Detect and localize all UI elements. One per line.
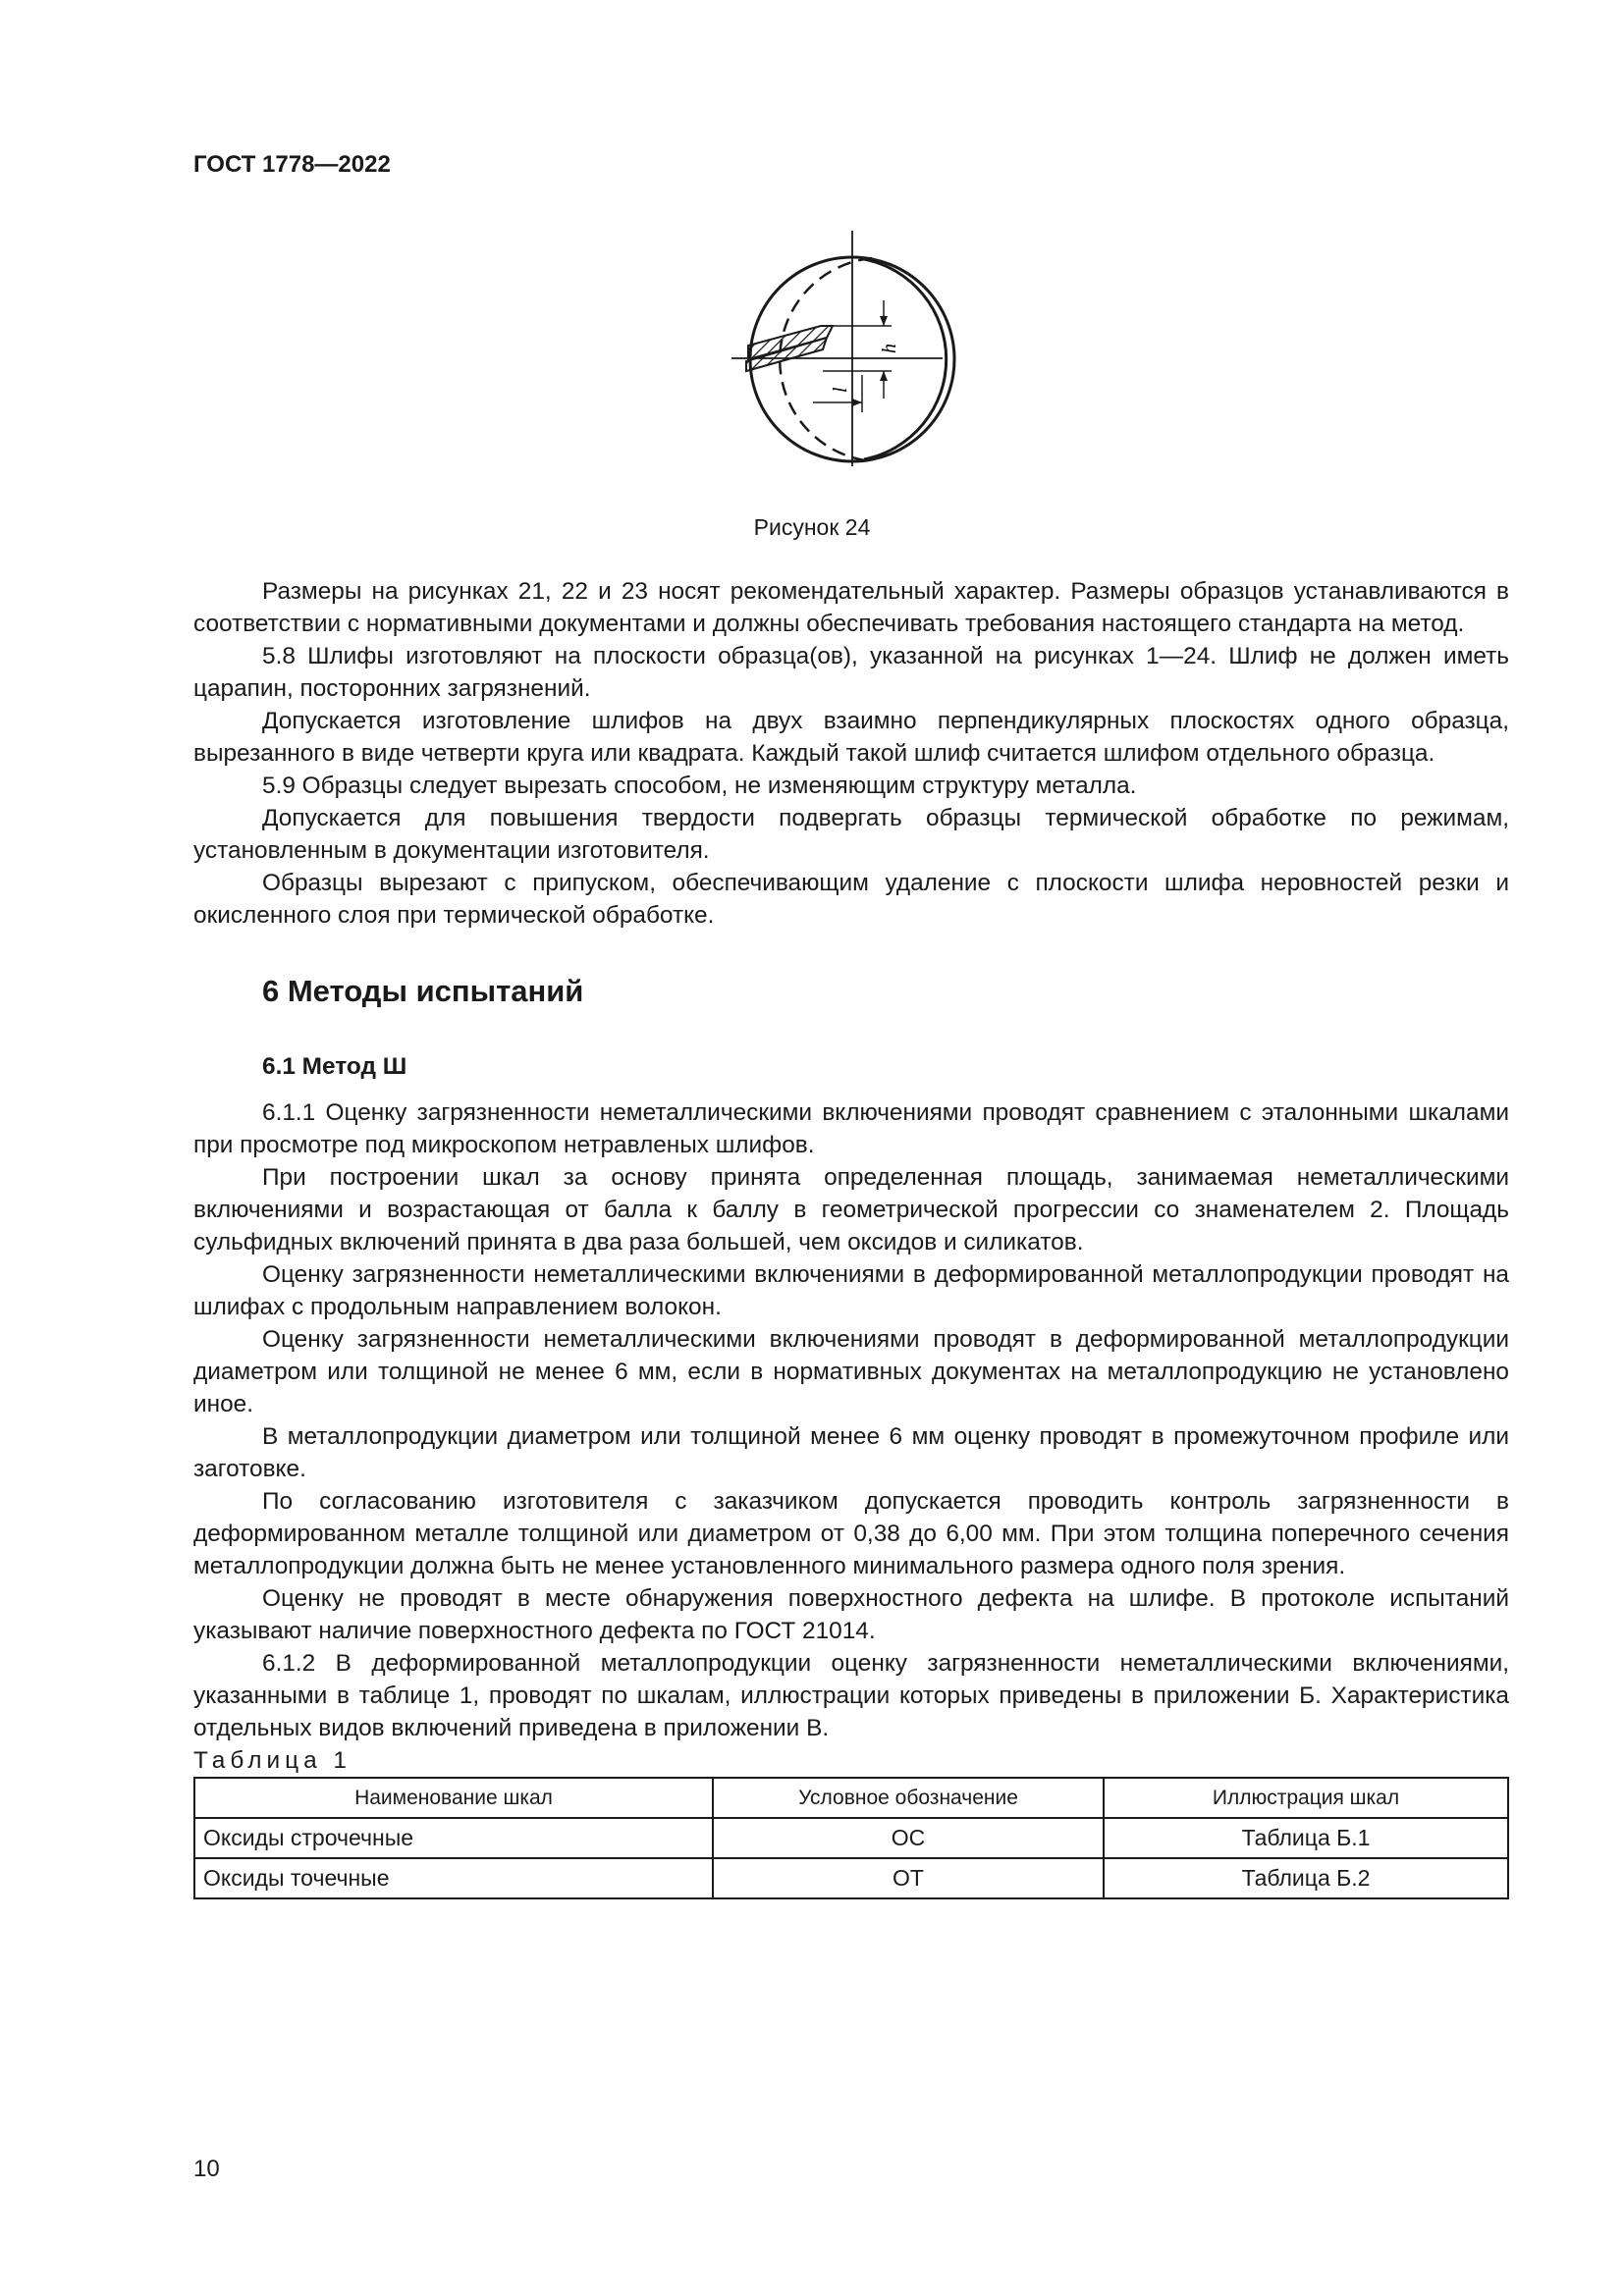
paragraph: Оценку загрязненности неметаллическими включениями проводят в деформированной металлопродукции диаметром или толщиной не менее 6 мм, если в нормативных документах на металлопродукцию не установлено иное. [193, 1326, 1509, 1417]
subsection-heading: 6.1 Метод Ш [262, 1053, 407, 1080]
paragraph: Оценку не проводят в месте обнаружения поверхностного дефекта на шлифе. В протоколе испытаний указывают наличие поверхностного дефекта по ГОСТ 21014. [193, 1585, 1509, 1644]
paragraph: Оценку загрязненности неметаллическими включениями в деформированной металлопродукции проводят на шлифах с продольным направлением волокон. [193, 1261, 1509, 1320]
table-cell: Оксиды строчечные [194, 1818, 713, 1858]
paragraph: Допускается для повышения твердости подвергать образцы термической обработке по режимам, установленным в документации изготовителя. [193, 805, 1509, 864]
table-header-cell: Иллюстрация шкал [1104, 1778, 1508, 1818]
table-cell: Таблица Б.1 [1104, 1818, 1508, 1858]
paragraph: В металлопродукции диаметром или толщиной менее 6 мм оценку проводят в промежуточном профиле или заготовке. [193, 1423, 1509, 1482]
paragraph: По согласованию изготовителя с заказчиком допускается проводить контроль загрязненности в деформированном металле толщиной или диаметром от 0,38 до 6,00 мм. При этом толщина поперечного сечения металлопродукции должна быть не менее установленного минимального размера одного поля зрения. [193, 1488, 1509, 1579]
table-row [194, 1818, 1508, 1858]
paragraph: 6.1.1 Оценку загрязненности неметаллическими включениями проводят сравнением с эталонными шкалами при просмотре под микроскопом нетравленых шлифов. [193, 1099, 1509, 1158]
scales-table [193, 1777, 1509, 1899]
figure-caption: Рисунок 24 [753, 514, 871, 540]
section-heading: 6 Методы испытаний [262, 974, 584, 1008]
paragraph: Допускается изготовление шлифов на двух взаимно перпендикулярных плоскостях одного образца, вырезанного в виде четверти круга или квадрата. Каждый такой шлиф считается шлифом отдельного образца. [193, 708, 1509, 767]
table-label: Таблица 1 [193, 1747, 352, 1774]
table-row [194, 1858, 1508, 1898]
dimension-h-label: h [879, 344, 900, 353]
document-header: ГОСТ 1778—2022 [193, 151, 391, 178]
table-header-cell: Условное обозначение [713, 1778, 1104, 1818]
page-number: 10 [193, 2156, 220, 2182]
document-body [193, 575, 1509, 1899]
paragraph: 5.8 Шлифы изготовляют на плоскости образца(ов), указанной на рисунках 1—24. Шлиф не должен иметь царапин, посторонних загрязнений. [193, 643, 1509, 702]
paragraph: 6.1.2 В деформированной металлопродукции оценку загрязненности неметаллическими включениями, указанными в таблице 1, проводят по шкалам, иллюстрации которых приведены в приложении Б. Характеристика отдельных видов включений приведена в приложении В. [193, 1650, 1509, 1741]
table-header-row [194, 1778, 1508, 1818]
table-header-cell: Наименование шкал [194, 1778, 713, 1818]
table-cell: Таблица Б.2 [1104, 1858, 1508, 1898]
figure-24-drawing [717, 226, 992, 471]
paragraph: Образцы вырезают с припуском, обеспечивающим удаление с плоскости шлифа неровностей резки и окисленного слоя при термической обработке. [193, 870, 1509, 929]
table-cell: ОС [713, 1818, 1104, 1858]
paragraph: При построении шкал за основу принята определенная площадь, занимаемая неметаллическими включениями и возрастающая от балла к баллу в геометрической прогрессии со знаменателем 2. Площадь сульфидных включений принята в два раза большей, чем оксидов и силикатов. [193, 1164, 1509, 1255]
dimension-l-label: l [830, 387, 851, 393]
paragraph: Размеры на рисунках 21, 22 и 23 носят рекомендательный характер. Размеры образцов устанавливаются в соответствии с нормативными документами и должны обеспечивать требования настоящего стандарта на метод. [193, 578, 1509, 637]
table-cell: ОТ [713, 1858, 1104, 1898]
paragraph: 5.9 Образцы следует вырезать способом, не изменяющим структуру металла. [262, 773, 1137, 799]
table-cell: Оксиды точечные [194, 1858, 713, 1898]
